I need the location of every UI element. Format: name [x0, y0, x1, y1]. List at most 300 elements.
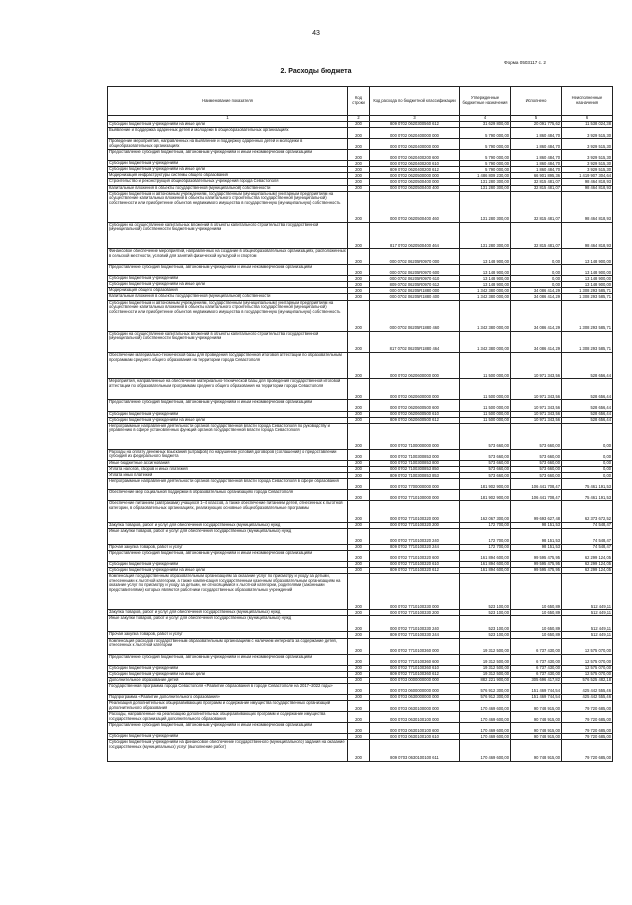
row-line-code: 200	[348, 417, 370, 423]
row-approved: 131 280 300,00	[460, 222, 511, 248]
row-name: Субсидии бюджетным учреждениям	[108, 734, 348, 740]
column-number: 5	[511, 116, 562, 122]
row-executed: 66 901 895,36	[511, 173, 562, 179]
row-executed: 0,00	[511, 282, 562, 288]
row-executed: 98 151,53	[511, 522, 562, 528]
row-unexecuted: 1 308 293 585,71	[562, 331, 613, 352]
row-unexecuted: 62 373 672,52	[562, 501, 613, 522]
row-approved: 11 500 000,00	[460, 400, 511, 411]
row-budget-code: 000 0702 7100300853 800	[370, 460, 460, 466]
row-budget-code: 000 0702 0620400000 000	[370, 128, 460, 139]
row-unexecuted: 528 656,44	[562, 353, 613, 379]
row-unexecuted: 3 929 515,30	[562, 167, 613, 173]
row-line-code: 200	[348, 550, 370, 561]
row-budget-code: 000 0702 06205R1880 000	[370, 288, 460, 294]
row-approved: 172 700,00	[460, 522, 511, 528]
row-executed: 32 815 481,07	[511, 179, 562, 185]
row-approved: 1 342 380 000,00	[460, 294, 511, 300]
row-approved: 19 312 500,00	[460, 654, 511, 665]
row-name: Субсидии на осуществление капитальных вложений в объекты капитального строительства государственной (муниципальной) собственности бюджетным учреждениям	[108, 222, 348, 248]
row-unexecuted: 576 525 482,18	[562, 677, 613, 683]
row-budget-code: 000 0702 7100000000 000	[370, 423, 460, 449]
row-unexecuted: 13 148 900,00	[562, 249, 613, 265]
table-row	[108, 479, 613, 490]
row-budget-code: 000 0702 7100300853 850	[370, 467, 460, 473]
row-approved: 523 100,00	[460, 616, 511, 632]
row-line-code: 200	[348, 616, 370, 632]
row-line-code: 200	[348, 179, 370, 185]
row-budget-code: 000 0702 7710100330 200	[370, 610, 460, 616]
row-unexecuted: 512 449,11	[562, 632, 613, 638]
row-executed: 98 151,53	[511, 544, 562, 550]
row-executed: 151 469 744,54	[511, 694, 562, 700]
row-unexecuted: 528 656,44	[562, 379, 613, 400]
row-name: Субсидии бюджетным учреждениям	[108, 665, 348, 671]
row-budget-code: 000 0702 7710100320 610	[370, 561, 460, 567]
row-line-code: 200	[348, 300, 370, 331]
row-executed: 90 748 915,00	[511, 723, 562, 734]
row-line-code: 200	[348, 139, 370, 150]
row-line-code: 200	[348, 561, 370, 567]
row-unexecuted: 75 461 191,53	[562, 479, 613, 490]
row-approved: 181 902 900,00	[460, 479, 511, 490]
row-executed: 99 595 475,95	[511, 567, 562, 573]
row-approved: 576 912 300,00	[460, 694, 511, 700]
row-unexecuted: 0,00	[562, 449, 613, 460]
row-executed: 106 441 708,47	[511, 479, 562, 490]
row-line-code: 200	[348, 265, 370, 276]
row-name: Подпрограмма «Развитие дополнительного образования»	[108, 694, 348, 700]
row-unexecuted: 11 538 024,38	[562, 122, 613, 128]
row-approved: 19 312 500,00	[460, 671, 511, 677]
row-budget-code: 000 0702 0620500400 000	[370, 179, 460, 185]
row-executed: 10 650,89	[511, 573, 562, 609]
row-unexecuted: 425 442 555,46	[562, 683, 613, 694]
row-budget-code: 000 0702 0620400200 610	[370, 161, 460, 167]
row-name: Иные бюджетные ассигнования	[108, 460, 348, 466]
row-line-code: 200	[348, 222, 370, 248]
row-unexecuted: 425 442 555,46	[562, 694, 613, 700]
row-line-code: 200	[348, 740, 370, 761]
row-executed: 151 469 744,54	[511, 683, 562, 694]
row-executed: 305 696 417,82	[511, 677, 562, 683]
row-approved: 170 469 600,00	[460, 712, 511, 723]
row-line-code: 200	[348, 671, 370, 677]
row-executed: 99 595 475,95	[511, 550, 562, 561]
table-row	[108, 573, 613, 609]
row-budget-code: 809 0702 7710100320 244	[370, 544, 460, 550]
page-title: 2. Расходы бюджета	[280, 68, 352, 75]
row-approved: 131 280 300,00	[460, 179, 511, 185]
table-row	[108, 550, 613, 561]
row-line-code: 200	[348, 282, 370, 288]
table-row	[108, 501, 613, 522]
row-unexecuted: 79 720 685,00	[562, 734, 613, 740]
row-line-code: 200	[348, 185, 370, 191]
row-line-code: 200	[348, 473, 370, 479]
row-line-code: 200	[348, 677, 370, 683]
row-approved: 13 148 900,00	[460, 276, 511, 282]
row-line-code: 200	[348, 294, 370, 300]
row-name: Компенсация расходов государственным образовательным организациям с наличием интерната за содержание детей, отнесенных к льготной категории	[108, 638, 348, 654]
row-budget-code: 809 0702 7710100320 612	[370, 567, 460, 573]
row-budget-code: 000 0702 7700000000 000	[370, 479, 460, 490]
row-approved: 13 148 900,00	[460, 265, 511, 276]
row-executed: 573 660,00	[511, 460, 562, 466]
row-unexecuted: 13 148 900,00	[562, 282, 613, 288]
row-unexecuted: 0,00	[562, 467, 613, 473]
row-name: Прочая закупка товаров, работ и услуг	[108, 544, 348, 550]
row-line-code: 200	[348, 567, 370, 573]
row-approved: 11 500 000,00	[460, 417, 511, 423]
row-unexecuted: 12 575 070,00	[562, 638, 613, 654]
row-budget-code: 000 0702 06205R1880 460	[370, 300, 460, 331]
row-executed: 32 815 481,07	[511, 185, 562, 191]
row-line-code: 200	[348, 400, 370, 411]
row-executed: 6 737 430,00	[511, 671, 562, 677]
row-budget-code: 809 0702 0620600500 612	[370, 417, 460, 423]
row-line-code: 200	[348, 161, 370, 167]
row-budget-code: 000 0702 7710100330 000	[370, 573, 460, 609]
column-number: 3	[370, 116, 460, 122]
row-unexecuted: 98 464 818,93	[562, 222, 613, 248]
row-line-code: 200	[348, 573, 370, 609]
table-row	[108, 300, 613, 331]
row-name: Субсидии бюджетным учреждениям	[108, 561, 348, 567]
row-budget-code: 000 0703 0600000000 000	[370, 683, 460, 694]
row-name: Модернизация инфраструктуры системы общего образования	[108, 173, 348, 179]
row-budget-code: 809 0703 0630100100 611	[370, 740, 460, 761]
row-name: Иные закупки товаров, работ и услуг для обеспечения государственных (муниципальных) нужд	[108, 528, 348, 544]
row-budget-code: 000 0702 06205R0970 610	[370, 276, 460, 282]
row-line-code: 200	[348, 712, 370, 723]
row-line-code: 200	[348, 167, 370, 173]
row-unexecuted: 528 656,44	[562, 411, 613, 417]
row-budget-code: 000 0702 0620400000 000	[370, 139, 460, 150]
row-executed: 90 748 915,00	[511, 740, 562, 761]
row-line-code: 200	[348, 460, 370, 466]
row-budget-code: 000 0703 0630100000 000	[370, 701, 460, 712]
row-unexecuted: 1 419 907 304,64	[562, 173, 613, 179]
row-executed: 1 860 484,70	[511, 139, 562, 150]
row-executed: 32 815 481,07	[511, 191, 562, 222]
table-row	[108, 191, 613, 222]
row-approved: 161 894 600,00	[460, 561, 511, 567]
table-row	[108, 638, 613, 654]
row-unexecuted: 62 299 124,05	[562, 550, 613, 561]
row-executed: 573 660,00	[511, 473, 562, 479]
row-name: Предоставление субсидий бюджетным, автономным учреждениям и иным некоммерческим организациям	[108, 400, 348, 411]
row-budget-code: 000 0703 0000000000 000	[370, 677, 460, 683]
row-approved: 11 500 000,00	[460, 379, 511, 400]
column-number: 2	[348, 116, 370, 122]
row-unexecuted: 0,00	[562, 423, 613, 449]
row-approved: 170 469 600,00	[460, 740, 511, 761]
row-executed: 10 650,89	[511, 632, 562, 638]
table-row	[108, 490, 613, 501]
row-executed: 10 971 343,56	[511, 353, 562, 379]
row-line-code: 200	[348, 249, 370, 265]
table-header-row	[108, 87, 613, 116]
row-approved: 5 790 000,00	[460, 139, 511, 150]
table-row	[108, 723, 613, 734]
row-line-code: 200	[348, 423, 370, 449]
row-executed: 34 086 414,29	[511, 294, 562, 300]
row-executed: 106 441 708,47	[511, 490, 562, 501]
row-unexecuted: 528 656,44	[562, 417, 613, 423]
table-row	[108, 265, 613, 276]
header-budget-code: Код расхода по бюджетной классификации	[370, 87, 460, 116]
row-name: Субсидии бюджетным учреждениям на иные цели	[108, 122, 348, 128]
row-name: Обеспечение питанием (завтраками) учащихся 1–4 классов, а также обеспечение питанием детей, отнесенных к льготной категории, в образовательных организациях, реализующих основные общеобразовательные программы	[108, 501, 348, 522]
row-unexecuted: 74 548,47	[562, 544, 613, 550]
row-name: Реализация дополнительных общеразвивающих программ и содержание имущества государственных организаций дополнительного образования	[108, 701, 348, 712]
row-executed: 10 650,89	[511, 610, 562, 616]
row-name: Капитальные вложения в объекты государственной (муниципальной) собственности	[108, 294, 348, 300]
row-unexecuted: 512 449,11	[562, 616, 613, 632]
row-executed: 90 748 915,00	[511, 734, 562, 740]
row-executed: 34 086 414,29	[511, 288, 562, 294]
row-line-code: 200	[348, 665, 370, 671]
row-line-code: 200	[348, 122, 370, 128]
row-budget-code: 000 0702 0620500000 000	[370, 173, 460, 179]
row-line-code: 200	[348, 191, 370, 222]
row-executed: 573 660,00	[511, 449, 562, 460]
row-name: Расходы на оплату денежных взысканий (штрафов) по нарушению условий договоров (соглашений) о предоставлении субсидий из федерального бюджета	[108, 449, 348, 460]
row-unexecuted: 12 575 070,00	[562, 654, 613, 665]
row-approved: 573 660,00	[460, 423, 511, 449]
row-approved: 523 100,00	[460, 573, 511, 609]
row-unexecuted: 12 575 070,00	[562, 671, 613, 677]
row-name: Мероприятия, направленные на обеспечение материально-технической базы для проведения государственной итоговой аттестации по образовательным программам среднего общего образования на территории города Севастополя	[108, 379, 348, 400]
table-row	[108, 683, 613, 694]
row-executed: 10 971 343,56	[511, 379, 562, 400]
header-name: Наименование показателя	[108, 87, 348, 116]
row-unexecuted: 79 720 685,00	[562, 740, 613, 761]
row-executed: 6 737 430,00	[511, 638, 562, 654]
row-name: Субсидии бюджетным учреждениям на иные цели	[108, 167, 348, 173]
header-line-code: Код строки	[348, 87, 370, 116]
row-unexecuted: 98 464 818,93	[562, 179, 613, 185]
row-approved: 131 280 300,00	[460, 191, 511, 222]
row-name: Субсидии бюджетным учреждениям на иные цели	[108, 567, 348, 573]
row-approved: 161 894 600,00	[460, 550, 511, 561]
row-approved: 523 100,00	[460, 610, 511, 616]
table-body	[108, 122, 613, 762]
row-unexecuted: 74 548,47	[562, 522, 613, 528]
row-approved: 573 660,00	[460, 460, 511, 466]
row-unexecuted: 512 449,11	[562, 610, 613, 616]
row-approved: 13 148 900,00	[460, 282, 511, 288]
row-approved: 1 342 380 000,00	[460, 300, 511, 331]
table-row	[108, 331, 613, 352]
row-budget-code: 000 0702 0620600000 000	[370, 379, 460, 400]
row-unexecuted: 3 929 515,30	[562, 150, 613, 161]
row-unexecuted: 74 548,47	[562, 528, 613, 544]
row-name: Компенсация государственным образовательным организациям за оказание услуг по присмотру и уходу за детьми, отнесенными к льготной категории, а также компенсация государственным казенным образовательным организациям на оказание услуг по присмотру и уходу за детьми, не относящимися к льготной категории, родителями (законными представителями) которых являются работники государственных образовательных учреждений	[108, 573, 348, 609]
row-line-code: 200	[348, 449, 370, 460]
row-approved: 1 342 380 000,00	[460, 288, 511, 294]
row-line-code: 200	[348, 654, 370, 665]
row-line-code: 200	[348, 522, 370, 528]
row-name: Предоставление субсидий бюджетным, автономным учреждениям и иным некоммерческим организациям	[108, 150, 348, 161]
row-unexecuted: 79 720 685,00	[562, 723, 613, 734]
row-budget-code: 000 0702 0620500400 460	[370, 191, 460, 222]
table-row	[108, 128, 613, 139]
row-budget-code: 000 0702 7710100360 600	[370, 654, 460, 665]
row-executed: 573 660,00	[511, 467, 562, 473]
row-name: Государственная программа города Севастополя «Развитие образования в городе Севастополе на 2017–2022 годы»	[108, 683, 348, 694]
row-line-code: 200	[348, 683, 370, 694]
row-name: Проведение мероприятий, направленных на выявление и поддержку одаренных детей и молодежи в общеобразовательных организациях	[108, 139, 348, 150]
row-name: Субсидии бюджетным учреждениям	[108, 161, 348, 167]
row-approved: 172 700,00	[460, 544, 511, 550]
row-budget-code: 000 0702 0620500400 400	[370, 185, 460, 191]
row-approved: 573 660,00	[460, 467, 511, 473]
row-name: Прочая закупка товаров, работ и услуг	[108, 632, 348, 638]
row-budget-code: 000 0702 7710100320 240	[370, 528, 460, 544]
row-approved: 19 312 500,00	[460, 638, 511, 654]
row-executed: 0,00	[511, 265, 562, 276]
table-row	[108, 528, 613, 544]
row-name: Обеспечение мер социальной поддержки в образовательных организациях города Севастополя	[108, 490, 348, 501]
row-line-code: 200	[348, 701, 370, 712]
row-approved: 1 486 809 230,00	[460, 173, 511, 179]
row-line-code: 200	[348, 610, 370, 616]
row-budget-code: 000 0702 0620600500 600	[370, 400, 460, 411]
row-unexecuted: 1 308 293 585,71	[562, 300, 613, 331]
row-approved: 882 221 900,00	[460, 677, 511, 683]
row-budget-code: 000 0702 06205R1880 400	[370, 294, 460, 300]
row-unexecuted: 0,00	[562, 473, 613, 479]
row-budget-code: 000 0702 7710100320 200	[370, 522, 460, 528]
row-budget-code: 000 0702 7710100000 000	[370, 490, 460, 501]
row-approved: 573 660,00	[460, 473, 511, 479]
row-approved: 162 067 300,00	[460, 501, 511, 522]
row-executed: 6 737 430,00	[511, 654, 562, 665]
row-line-code: 200	[348, 353, 370, 379]
row-budget-code: 000 0703 0630100100 000	[370, 712, 460, 723]
row-unexecuted: 3 929 515,30	[562, 128, 613, 139]
row-unexecuted: 62 299 124,05	[562, 561, 613, 567]
row-name: Уплата иных платежей	[108, 473, 348, 479]
row-approved: 131 280 300,00	[460, 185, 511, 191]
table-row	[108, 379, 613, 400]
table-row	[108, 712, 613, 723]
row-executed: 10 971 343,56	[511, 417, 562, 423]
row-name: Субсидии бюджетным и автономным учреждениям, государственным (муниципальным) унитарным предприятиям на осуществление капитальных вложений в объекты капитального строительства государственной (муниципальной) собственности или приобретение объектов недвижимого имущества в государственную (муниципальную) собственность	[108, 191, 348, 222]
row-unexecuted: 3 929 515,30	[562, 161, 613, 167]
row-approved: 170 469 600,00	[460, 734, 511, 740]
row-approved: 1 342 380 000,00	[460, 331, 511, 352]
form-label: Форма 0503117 с. 2	[504, 60, 546, 65]
row-approved: 5 790 000,00	[460, 167, 511, 173]
row-executed: 34 086 414,29	[511, 300, 562, 331]
row-budget-code: 809 0702 0620300560 612	[370, 122, 460, 128]
row-line-code: 200	[348, 331, 370, 352]
row-executed: 99 595 475,95	[511, 561, 562, 567]
row-budget-code: 000 0702 0620600000 000	[370, 353, 460, 379]
row-name: Предоставление субсидий бюджетным, автономным учреждениям и иным некоммерческим организациям	[108, 550, 348, 561]
row-unexecuted: 12 575 070,00	[562, 665, 613, 671]
row-executed: 1 860 484,70	[511, 150, 562, 161]
row-name: Непрограммные направления деятельности органов государственной власти города Севастополя в сфере образования	[108, 479, 348, 490]
table-row	[108, 222, 613, 248]
row-executed: 10 971 343,56	[511, 411, 562, 417]
row-line-code: 200	[348, 467, 370, 473]
row-executed: 0,00	[511, 276, 562, 282]
row-name: Строительство и реконструкция общеобразовательных учреждений города Севастополя	[108, 179, 348, 185]
table-row	[108, 740, 613, 761]
row-budget-code: 000 0702 7710100360 000	[370, 638, 460, 654]
row-executed: 0,00	[511, 249, 562, 265]
row-line-code: 200	[348, 638, 370, 654]
table-row	[108, 616, 613, 632]
row-budget-code: 809 0702 06205R0970 612	[370, 282, 460, 288]
row-executed: 10 971 343,56	[511, 400, 562, 411]
header-executed: Исполнено	[511, 87, 562, 116]
row-executed: 90 748 915,00	[511, 712, 562, 723]
row-approved: 31 629 800,00	[460, 122, 511, 128]
row-line-code: 200	[348, 723, 370, 734]
row-line-code: 200	[348, 379, 370, 400]
row-budget-code: 000 0702 0620400200 600	[370, 150, 460, 161]
row-line-code: 200	[348, 528, 370, 544]
row-approved: 19 312 500,00	[460, 665, 511, 671]
row-line-code: 200	[348, 544, 370, 550]
row-name: Выявление и поддержка одаренных детей и молодежи в общеобразовательных организациях	[108, 128, 348, 139]
row-unexecuted: 3 929 515,30	[562, 139, 613, 150]
row-budget-code: 000 0702 06205R0970 000	[370, 249, 460, 265]
row-name: Закупка товаров, работ и услуг для обеспечения государственных (муниципальных) нужд	[108, 610, 348, 616]
row-name: Субсидии бюджетным учреждениям на иные цели	[108, 671, 348, 677]
row-executed: 98 151,53	[511, 528, 562, 544]
row-budget-code: 000 0702 7710100360 610	[370, 665, 460, 671]
row-executed: 6 737 430,00	[511, 665, 562, 671]
row-budget-code: 000 0703 0630100100 600	[370, 723, 460, 734]
column-number: 6	[562, 116, 613, 122]
row-line-code: 200	[348, 501, 370, 522]
row-unexecuted: 1 308 293 585,71	[562, 288, 613, 294]
row-executed: 90 748 915,00	[511, 701, 562, 712]
row-name: Иные закупки товаров, работ и услуг для обеспечения государственных (муниципальных) нужд	[108, 616, 348, 632]
row-unexecuted: 75 461 191,53	[562, 490, 613, 501]
table-row	[108, 139, 613, 150]
row-unexecuted: 98 464 818,93	[562, 185, 613, 191]
row-approved: 170 469 600,00	[460, 701, 511, 712]
row-line-code: 200	[348, 173, 370, 179]
row-name: Субсидии бюджетным учреждениям на финансовое обеспечение государственного (муниципального) задания на оказание государственных (муниципальных) услуг (выполнение работ)	[108, 740, 348, 761]
row-approved: 13 148 900,00	[460, 249, 511, 265]
row-unexecuted: 98 464 818,93	[562, 191, 613, 222]
column-number: 4	[460, 116, 511, 122]
table-row	[108, 249, 613, 265]
row-executed: 32 815 481,07	[511, 222, 562, 248]
row-unexecuted: 528 656,44	[562, 400, 613, 411]
table-row	[108, 423, 613, 449]
table-row	[108, 400, 613, 411]
row-executed: 1 860 484,70	[511, 128, 562, 139]
row-budget-code: 000 0702 0620600500 610	[370, 411, 460, 417]
row-name: Финансовое обеспечение мероприятий, направленных на создание в общеобразовательных организациях, расположенных в сельской местности, условий для занятий физической культурой и спортом	[108, 249, 348, 265]
row-line-code: 200	[348, 411, 370, 417]
row-unexecuted: 79 720 685,00	[562, 712, 613, 723]
row-name: Модернизация общего образования	[108, 288, 348, 294]
table-row	[108, 449, 613, 460]
row-approved: 523 100,00	[460, 632, 511, 638]
row-approved: 172 700,00	[460, 528, 511, 544]
row-line-code: 200	[348, 479, 370, 490]
